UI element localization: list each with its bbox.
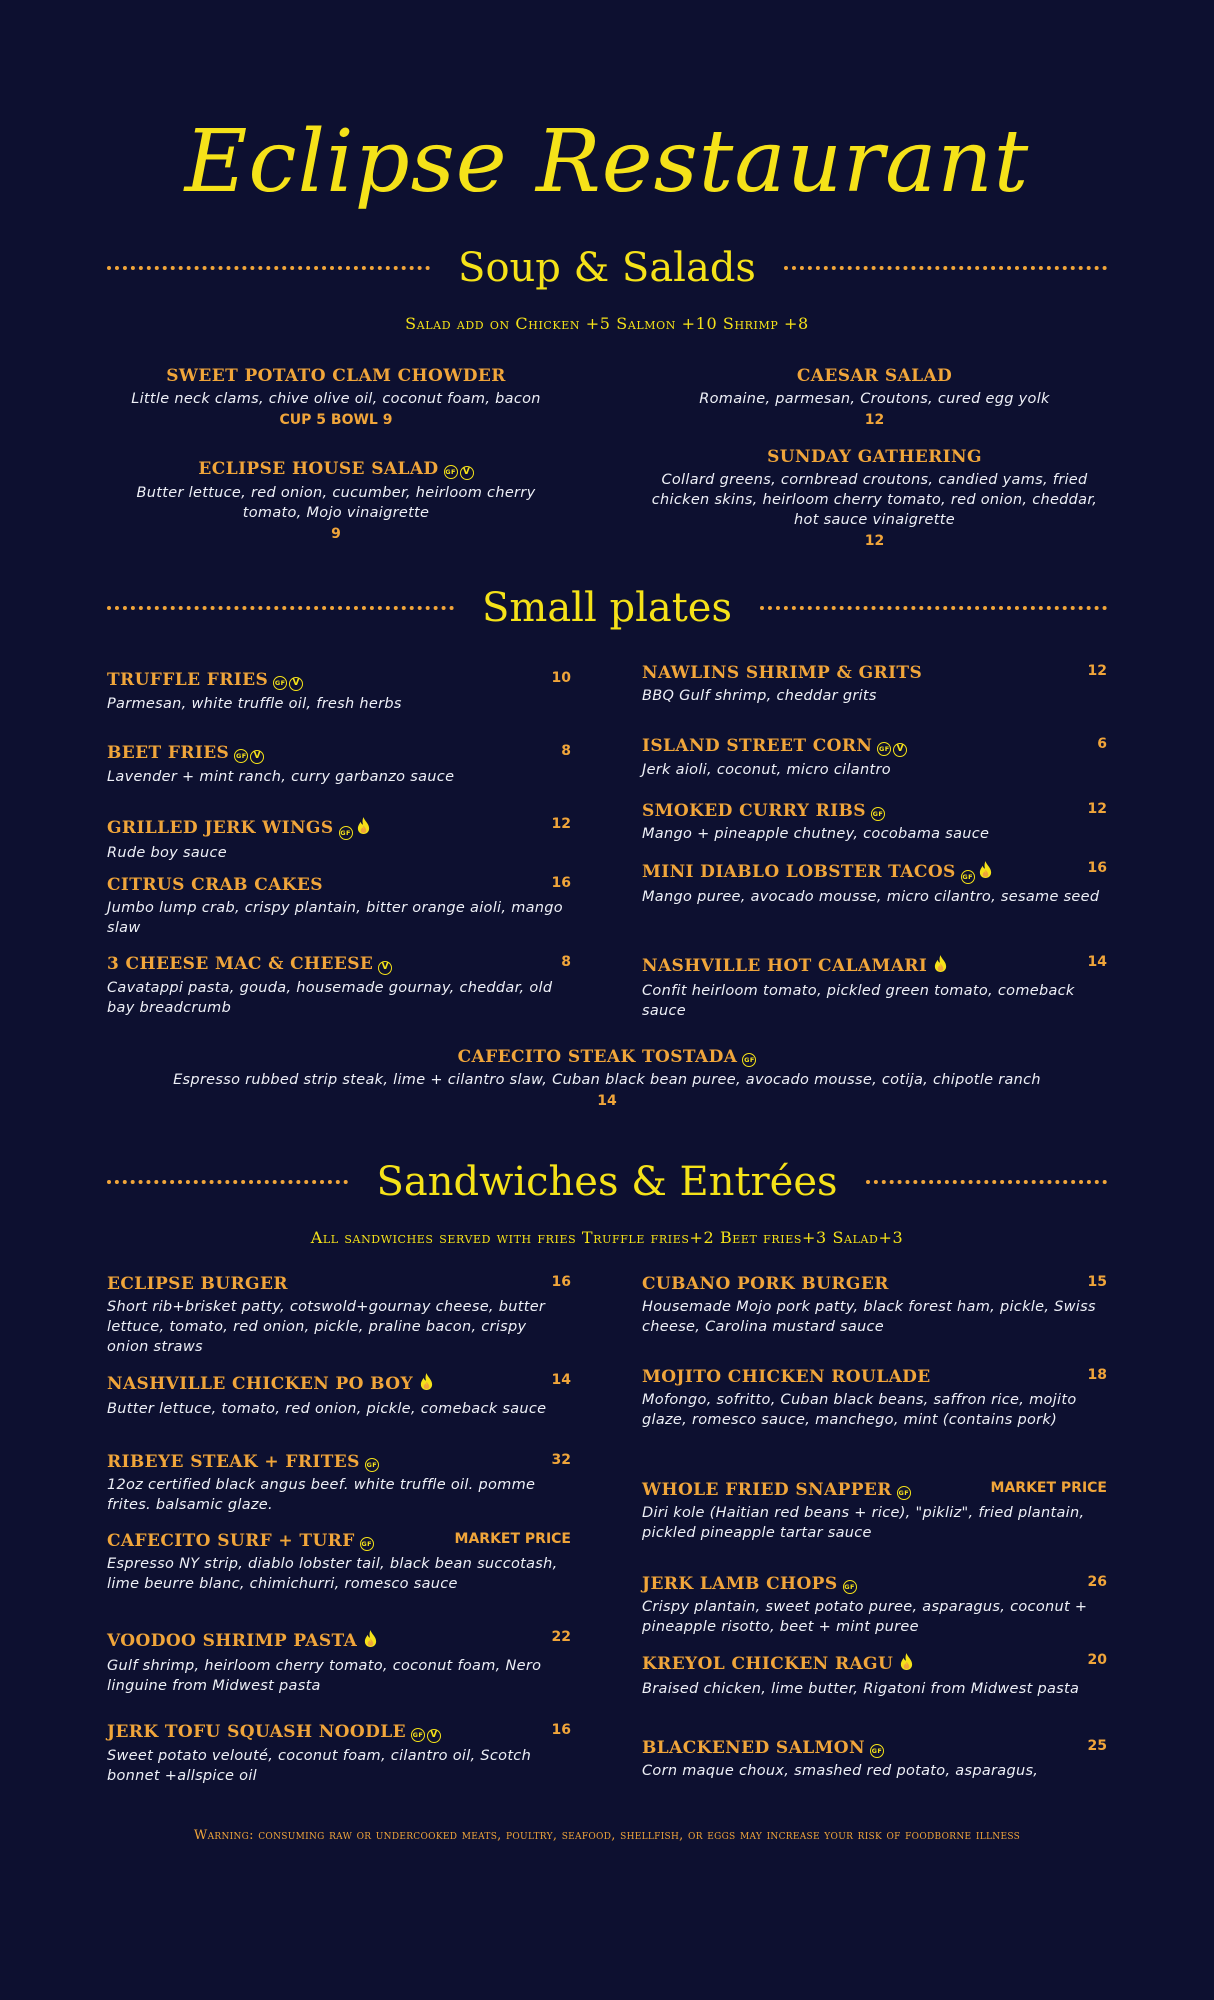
item-description: Rude boy sauce <box>107 845 227 862</box>
section-title: Soup & Salads <box>458 245 756 291</box>
item-name: JERK LAMB CHOPS <box>642 1574 838 1595</box>
menu-item <box>642 736 1107 780</box>
item-description: Butter lettuce, tomato, red onion, pickle, comeback sauce <box>107 1401 547 1417</box>
item-price: 12 <box>551 816 571 832</box>
foodborne-illness-warning: Warning: consuming raw or undercooked meats, poultry, seafood, shellfish, or eggs may increase your risk of foodborne illness <box>193 1828 1021 1843</box>
item-name: SMOKED CURRY RIBS <box>642 801 866 822</box>
dotted-divider <box>107 1180 348 1184</box>
item-price: MARKET PRICE <box>454 1531 571 1547</box>
item-name: NASHVILLE CHICKEN PO BOY <box>107 1374 413 1394</box>
icon-slot <box>841 1574 857 1594</box>
dotted-divider <box>107 606 454 610</box>
item-name-row <box>107 670 303 691</box>
item-description: Espresso NY strip, diablo lobster tail, black bean succotash, lime beurre blanc, chimichurri, romesco sauce <box>107 1556 558 1593</box>
item-name: TRUFFLE FRIES <box>107 670 269 691</box>
section-title: Small plates <box>482 585 732 631</box>
item-price: 10 <box>551 670 571 686</box>
item-name-row <box>642 1574 857 1594</box>
dotted-divider <box>107 266 430 270</box>
menu-item <box>107 1274 571 1357</box>
item-description: Butter lettuce, red onion, cucumber, heirloom cherry tomato, Mojo vinaigrette <box>136 484 536 521</box>
menu-item <box>107 670 571 714</box>
item-description: Jerk aioli, coconut, micro cilantro <box>642 761 891 778</box>
item-name-row <box>642 736 907 757</box>
item-name: BLACKENED SALMON <box>642 1738 865 1759</box>
item-name: ECLIPSE BURGER <box>107 1274 288 1294</box>
item-name-row <box>642 801 885 821</box>
item-description: Lavender + mint ranch, curry garbanzo sauce <box>107 768 455 785</box>
icon-slot <box>271 670 303 691</box>
item-description: Collard greens, cornbread croutons, candied yams, fried chicken skins, heirloom cherry tomato, red onion, cheddar, hot sauce vinaigrette <box>651 472 1098 528</box>
item-name: KREYOL CHICKEN RAGU <box>642 1654 894 1674</box>
menu-item <box>642 1274 1107 1337</box>
vegan-icon: V <box>893 743 907 757</box>
menu-item <box>107 1722 571 1786</box>
menu-item <box>107 1629 571 1696</box>
icon-slot <box>959 860 993 884</box>
gf-icon: GF <box>843 1580 857 1594</box>
menu-item <box>642 1480 1107 1543</box>
item-price: 15 <box>1087 1274 1107 1290</box>
menu-item <box>107 954 571 1018</box>
flame-icon <box>899 1652 914 1671</box>
item-name: CITRUS CRAB CAKES <box>107 875 323 895</box>
item-name-row <box>107 1531 374 1551</box>
item-price: MARKET PRICE <box>990 1480 1107 1496</box>
item-price: 8 <box>561 743 571 759</box>
item-name: ECLIPSE HOUSE SALAD <box>198 459 439 480</box>
menu-item <box>642 366 1107 428</box>
menu-item <box>107 743 571 787</box>
icon-slot <box>875 736 907 757</box>
item-price: 16 <box>551 875 571 891</box>
item-price: 14 <box>597 1093 617 1110</box>
item-price: 12 <box>1087 663 1107 679</box>
item-price: 6 <box>1097 736 1107 752</box>
item-price: CUP 5 BOWL 9 <box>279 412 393 428</box>
gf-icon: GF <box>870 1744 884 1758</box>
item-description: Jumbo lump crab, crispy plantain, bitter orange aioli, mango slaw <box>107 900 563 936</box>
item-name-row <box>107 743 264 764</box>
menu-item <box>107 1372 571 1419</box>
item-name: RIBEYE STEAK + FRITES <box>107 1452 360 1473</box>
item-name-row <box>107 1722 441 1743</box>
item-name: MINI DIABLO LOBSTER TACOS <box>642 862 956 883</box>
gf-icon: GF <box>871 807 885 821</box>
menu-item <box>107 816 571 863</box>
menu-item <box>642 447 1107 549</box>
gf-icon: GF <box>360 1537 374 1551</box>
gf-icon: GF <box>444 465 458 479</box>
icon-slot <box>363 1452 379 1472</box>
item-price: 9 <box>331 525 341 542</box>
menu-item <box>642 1574 1107 1637</box>
menu-item <box>642 1652 1107 1699</box>
dotted-divider <box>784 266 1107 270</box>
item-name-row <box>642 860 993 884</box>
item-price: 16 <box>551 1274 571 1290</box>
gf-icon: GF <box>339 826 353 840</box>
vegan-icon: V <box>378 961 392 975</box>
vegan-icon: V <box>250 750 264 764</box>
flame-icon <box>363 1629 378 1648</box>
item-price: 12 <box>1087 801 1107 817</box>
item-description: Braised chicken, lime butter, Rigatoni from Midwest pasta <box>642 1681 1080 1697</box>
item-description: Mofongo, sofritto, Cuban black beans, saffron rice, mojito glaze, romesco sauce, manchego, mint (contains pork) <box>642 1392 1077 1428</box>
icon-slot <box>930 954 948 978</box>
item-name: SWEET POTATO CLAM CHOWDER <box>166 366 506 386</box>
item-name-row <box>198 459 473 480</box>
icon-slot <box>360 1629 378 1653</box>
icon-slot <box>232 743 264 764</box>
item-price: 12 <box>864 412 885 428</box>
item-price: 20 <box>1087 1652 1107 1668</box>
item-name: NASHVILLE HOT CALAMARI <box>642 956 928 976</box>
menu-item <box>642 663 1107 706</box>
menu-item <box>642 954 1107 1021</box>
item-price: 12 <box>864 533 885 549</box>
icon-slot <box>868 1738 884 1758</box>
icon-slot <box>358 1531 374 1551</box>
item-description: Espresso rubbed strip steak, lime + cilantro slaw, Cuban black bean puree, avocado mousse, cotija, chipotle ranch <box>173 1072 1041 1089</box>
item-description: Housemade Mojo pork patty, black forest ham, pickle, Swiss cheese, Carolina mustard sauce <box>642 1299 1096 1335</box>
item-description: 12oz certified black angus beef. white truffle oil. pomme frites. balsamic glaze. <box>107 1477 536 1514</box>
item-name-row <box>642 1738 884 1758</box>
item-price: 26 <box>1087 1574 1107 1590</box>
item-name-row <box>107 1372 434 1396</box>
item-description: BBQ Gulf shrimp, cheddar grits <box>642 688 877 704</box>
salad-addon-note: Salad add on Chicken +5 Salmon +10 Shrimp +8 <box>405 314 809 333</box>
item-name: 3 CHEESE MAC & CHEESE <box>107 954 374 975</box>
item-description: Confit heirloom tomato, pickled green tomato, comeback sauce <box>642 983 1075 1019</box>
icon-slot <box>869 801 885 821</box>
item-price: 22 <box>551 1629 571 1645</box>
item-name-row <box>107 954 392 975</box>
gf-icon: GF <box>234 749 248 763</box>
item-name-row <box>107 1629 378 1653</box>
item-price: 14 <box>1087 954 1107 970</box>
gf-icon: GF <box>742 1053 756 1067</box>
icon-slot <box>895 1480 911 1500</box>
icon-slot <box>409 1722 441 1743</box>
vegan-icon: V <box>460 466 474 480</box>
item-name: GRILLED JERK WINGS <box>107 818 334 839</box>
gf-icon: GF <box>897 1486 911 1500</box>
restaurant-title: Eclipse Restaurant <box>184 112 1030 212</box>
item-name-row <box>642 954 948 978</box>
dotted-divider <box>760 606 1107 610</box>
item-name-row <box>107 816 371 840</box>
item-name: JERK TOFU SQUASH NOODLE <box>107 1722 406 1743</box>
item-price: 16 <box>551 1722 571 1738</box>
sandwich-sides-note: All sandwiches served with fries Truffle fries+2 Beet fries+3 Salad+3 <box>310 1228 904 1247</box>
menu-item <box>642 860 1107 907</box>
icon-slot <box>416 1372 434 1396</box>
gf-icon: GF <box>877 742 891 756</box>
item-name: CUBANO PORK BURGER <box>642 1274 889 1294</box>
gf-icon: GF <box>365 1458 379 1472</box>
item-name-row <box>458 1047 757 1067</box>
menu-item <box>642 1367 1107 1430</box>
item-name: NAWLINS SHRIMP & GRITS <box>642 663 923 683</box>
item-description: Gulf shrimp, heirloom cherry tomato, coconut foam, Nero linguine from Midwest pasta <box>107 1658 542 1694</box>
vegan-icon: V <box>289 677 303 691</box>
icon-slot <box>740 1047 756 1067</box>
gf-icon: GF <box>961 870 975 884</box>
icon-slot <box>896 1652 914 1676</box>
menu-item <box>107 1047 1107 1109</box>
item-price: 16 <box>1087 860 1107 876</box>
section-title: Sandwiches & Entrées <box>376 1159 838 1205</box>
icon-slot <box>376 954 392 975</box>
item-name-row <box>107 1452 379 1472</box>
item-name: SUNDAY GATHERING <box>767 447 982 467</box>
item-name: BEET FRIES <box>107 743 230 764</box>
item-name-row <box>642 1480 911 1500</box>
item-name: CAFECITO STEAK TOSTADA <box>457 1047 738 1068</box>
item-name: WHOLE FRIED SNAPPER <box>642 1480 892 1501</box>
flame-icon <box>978 860 993 879</box>
item-price: 32 <box>551 1452 571 1468</box>
item-name: CAESAR SALAD <box>796 366 953 386</box>
item-description: Short rib+brisket patty, cotswold+gournay cheese, butter lettuce, tomato, red onion, pickle, praline bacon, crispy onion straws <box>107 1299 546 1355</box>
item-description: Sweet potato velouté, coconut foam, cilantro oil, Scotch bonnet +allspice oil <box>107 1747 532 1784</box>
menu-item <box>107 1531 571 1594</box>
menu-item <box>107 459 565 542</box>
menu-item <box>642 1738 1107 1781</box>
icon-slot <box>442 459 474 480</box>
section-header-entrees <box>107 1152 1107 1212</box>
flame-icon <box>419 1372 434 1391</box>
item-price: 14 <box>551 1372 571 1388</box>
item-description: Corn maque choux, smashed red potato, asparagus, <box>642 1763 1039 1780</box>
icon-slot <box>337 816 371 840</box>
item-name: VOODOO SHRIMP PASTA <box>107 1631 358 1651</box>
vegan-icon: V <box>427 1729 441 1743</box>
menu-item <box>107 366 565 428</box>
item-price: 18 <box>1087 1367 1107 1383</box>
gf-icon: GF <box>273 676 287 690</box>
item-description: Mango puree, avocado mousse, micro cilantro, sesame seed <box>642 889 1100 906</box>
menu-item <box>107 875 571 938</box>
menu-item <box>642 801 1107 844</box>
gf-icon: GF <box>411 1728 425 1742</box>
item-description: Crispy plantain, sweet potato puree, asparagus, coconut + pineapple risotto, beet + mint puree <box>642 1599 1088 1636</box>
flame-icon <box>356 816 371 835</box>
item-price: 25 <box>1087 1738 1107 1754</box>
item-description: Romaine, parmesan, Croutons, cured egg yolk <box>699 391 1050 407</box>
item-name-row <box>642 1652 914 1676</box>
flame-icon <box>933 954 948 973</box>
menu-item <box>107 1452 571 1515</box>
item-name: MOJITO CHICKEN ROULADE <box>642 1367 931 1387</box>
item-description: Cavatappi pasta, gouda, housemade gournay, cheddar, old bay breadcrumb <box>107 979 553 1016</box>
section-header-small-plates <box>107 578 1107 638</box>
item-name: ISLAND STREET CORN <box>642 736 873 757</box>
dotted-divider <box>866 1180 1107 1184</box>
item-description: Parmesan, white truffle oil, fresh herbs <box>107 695 402 712</box>
section-header-soups <box>107 238 1107 298</box>
item-name: CAFECITO SURF + TURF <box>107 1531 355 1552</box>
item-description: Little neck clams, chive olive oil, coconut foam, bacon <box>131 391 541 407</box>
item-description: Mango + pineapple chutney, cocobama sauce <box>642 826 990 843</box>
item-description: Diri kole (Haitian red beans + rice), "pikliz", fried plantain, pickled pineapple tartar sauce <box>642 1505 1085 1542</box>
item-price: 8 <box>561 954 571 970</box>
